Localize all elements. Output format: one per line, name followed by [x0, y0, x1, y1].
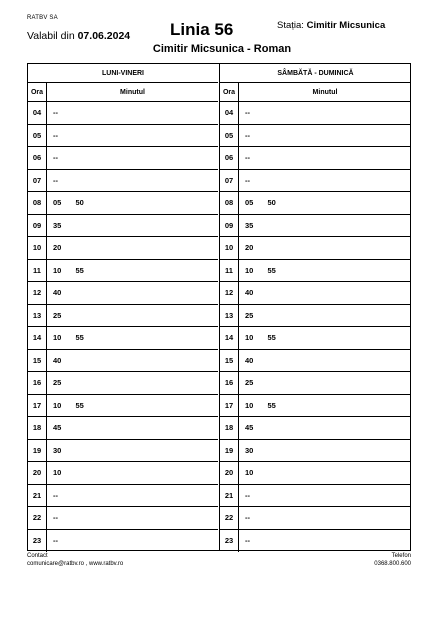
minutes-cell: 25 [53, 310, 62, 320]
table-row [28, 462, 218, 485]
table-row [28, 260, 218, 283]
line-title: Linia 56 [170, 20, 234, 39]
weekend-table [219, 64, 411, 550]
timetable [27, 63, 411, 551]
minutes-cell: -- [245, 108, 250, 117]
minutes-cell: 10 [245, 468, 254, 477]
hour-cell: 06 [220, 147, 239, 169]
minutes-cell: -- [53, 490, 58, 500]
weekend-column-headers [220, 83, 411, 102]
table-row [28, 485, 218, 508]
hour-cell: 22 [220, 507, 239, 529]
table-row [220, 350, 411, 373]
minutes-cell: 35 [53, 220, 62, 230]
table-row [220, 417, 411, 440]
table-row [28, 440, 218, 463]
table-row [28, 147, 218, 170]
table-row [28, 102, 218, 125]
hour-cell: 08 [28, 192, 47, 214]
minutes-cell: 10 55 [53, 333, 84, 342]
hour-cell: 16 [28, 372, 47, 394]
hour-cell: 15 [220, 350, 239, 372]
hour-cell: 11 [28, 260, 47, 282]
validity-date [27, 30, 130, 42]
minutes-cell: -- [245, 490, 250, 500]
table-row [220, 395, 411, 418]
minutes-cell: 05 50 [53, 198, 84, 207]
table-row [220, 282, 411, 305]
hour-cell: 05 [220, 125, 239, 147]
phone-value: 0368.800.600 [374, 560, 411, 567]
table-row [220, 327, 411, 350]
contact-info [27, 553, 123, 568]
hour-cell: 17 [28, 395, 47, 417]
table-row [28, 395, 218, 418]
table-row [220, 305, 411, 328]
hour-cell: 12 [28, 282, 47, 304]
hour-cell: 22 [28, 507, 47, 529]
hour-cell: 19 [28, 440, 47, 462]
table-row [220, 147, 411, 170]
table-row [28, 215, 218, 238]
hour-cell: 04 [28, 102, 47, 124]
hour-cell: 23 [220, 530, 239, 553]
station-info [277, 20, 385, 31]
table-row [28, 125, 218, 148]
organization-name: RATBV SA [27, 15, 58, 21]
table-row [28, 417, 218, 440]
table-row [220, 170, 411, 193]
weekday-rows [28, 102, 218, 552]
minutes-cell: -- [53, 513, 58, 522]
table-row [28, 282, 218, 305]
table-row [28, 507, 218, 530]
minutes-cell: -- [245, 175, 250, 185]
table-row [220, 215, 411, 238]
hour-cell: 05 [28, 125, 47, 147]
minutes-column-header: Minutul [312, 89, 338, 96]
hour-cell: 10 [220, 237, 239, 259]
hour-cell: 17 [220, 395, 239, 417]
hour-column-header: Ora [220, 83, 239, 101]
hour-cell: 23 [28, 530, 47, 553]
minutes-cell: 30 [53, 445, 62, 455]
contact-value: comunicare@ratbv.ro , www.ratbv.ro [27, 560, 124, 567]
minutes-cell: -- [53, 108, 58, 117]
minutes-cell: -- [245, 535, 250, 545]
hour-cell: 12 [220, 282, 239, 304]
hour-cell: 15 [28, 350, 47, 372]
table-row [220, 192, 411, 215]
minutes-cell: 30 [245, 445, 254, 455]
station-name: Cimitir Micsunica [306, 20, 386, 31]
minutes-cell: -- [53, 130, 58, 140]
table-row [220, 440, 411, 463]
minutes-cell: 10 55 [245, 400, 276, 410]
weekend-rows [220, 102, 411, 552]
minutes-cell: -- [245, 513, 250, 522]
table-row [220, 530, 411, 553]
table-row [28, 372, 218, 395]
hour-cell: 07 [220, 170, 239, 192]
weekday-title: LUNI-VINERI [28, 64, 218, 83]
table-row [220, 372, 411, 395]
minutes-cell: 45 [245, 423, 254, 432]
hour-cell: 07 [28, 170, 47, 192]
minutes-cell: 25 [53, 378, 62, 387]
weekend-title: SÂMBĂTĂ - DUMINICĂ [220, 64, 411, 83]
table-row [28, 237, 218, 260]
table-row [220, 237, 411, 260]
minutes-cell: -- [53, 175, 58, 185]
minutes-cell: 40 [53, 288, 62, 297]
minutes-cell: 35 [245, 220, 254, 230]
route-title: Cimitir Micsunica - Roman [152, 43, 292, 55]
weekday-table [28, 64, 218, 550]
minutes-cell: 20 [245, 243, 254, 252]
minutes-cell: -- [245, 130, 250, 140]
hour-cell: 20 [28, 462, 47, 484]
table-row [220, 260, 411, 283]
hour-cell: 21 [220, 485, 239, 507]
hour-cell: 16 [220, 372, 239, 394]
hour-cell: 04 [220, 102, 239, 124]
hour-cell: 18 [28, 417, 47, 439]
minutes-cell: 10 55 [245, 333, 276, 342]
validity-label: Valabil din [27, 30, 75, 42]
table-row [28, 530, 218, 553]
minutes-cell: 10 55 [53, 265, 84, 275]
minutes-cell: 10 55 [245, 265, 276, 275]
table-row [28, 192, 218, 215]
hour-cell: 18 [220, 417, 239, 439]
table-row [28, 327, 218, 350]
minutes-cell: 40 [245, 288, 254, 297]
phone-label: Telefon [391, 553, 411, 559]
hour-cell: 20 [220, 462, 239, 484]
hour-cell: 08 [220, 192, 239, 214]
hour-cell: 21 [28, 485, 47, 507]
hour-cell: 09 [28, 215, 47, 237]
table-row [220, 507, 411, 530]
minutes-cell: 20 [53, 243, 62, 252]
minutes-cell: -- [53, 153, 58, 162]
minutes-cell: 25 [245, 378, 254, 387]
hour-cell: 06 [28, 147, 47, 169]
table-row [28, 170, 218, 193]
minutes-cell: 10 [53, 468, 62, 477]
minutes-cell: 40 [245, 355, 254, 365]
hour-column-header: Ora [28, 83, 47, 101]
hour-cell: 14 [220, 327, 239, 349]
table-row [28, 350, 218, 373]
minutes-cell: 25 [245, 310, 254, 320]
validity-date-value: 07.06.2024 [77, 30, 131, 42]
minutes-cell: -- [53, 535, 58, 545]
hour-cell: 09 [220, 215, 239, 237]
hour-cell: 19 [220, 440, 239, 462]
weekday-column-headers [28, 83, 218, 102]
minutes-column-header: Minutul [120, 89, 145, 96]
table-row [28, 305, 218, 328]
station-label: Stația: [277, 20, 304, 31]
table-row [220, 102, 411, 125]
minutes-cell: 40 [53, 355, 62, 365]
hour-cell: 13 [28, 305, 47, 327]
hour-cell: 11 [220, 260, 239, 282]
hour-cell: 13 [220, 305, 239, 327]
table-row [220, 462, 411, 485]
hour-cell: 14 [28, 327, 47, 349]
minutes-cell: 05 50 [245, 198, 276, 207]
hour-cell: 10 [28, 237, 47, 259]
table-row [220, 125, 411, 148]
table-row [220, 485, 411, 508]
minutes-cell: -- [245, 153, 250, 162]
minutes-cell: 45 [53, 423, 62, 432]
contact-label: Contact [27, 553, 48, 559]
phone-info [340, 553, 411, 568]
minutes-cell: 10 55 [53, 400, 84, 410]
